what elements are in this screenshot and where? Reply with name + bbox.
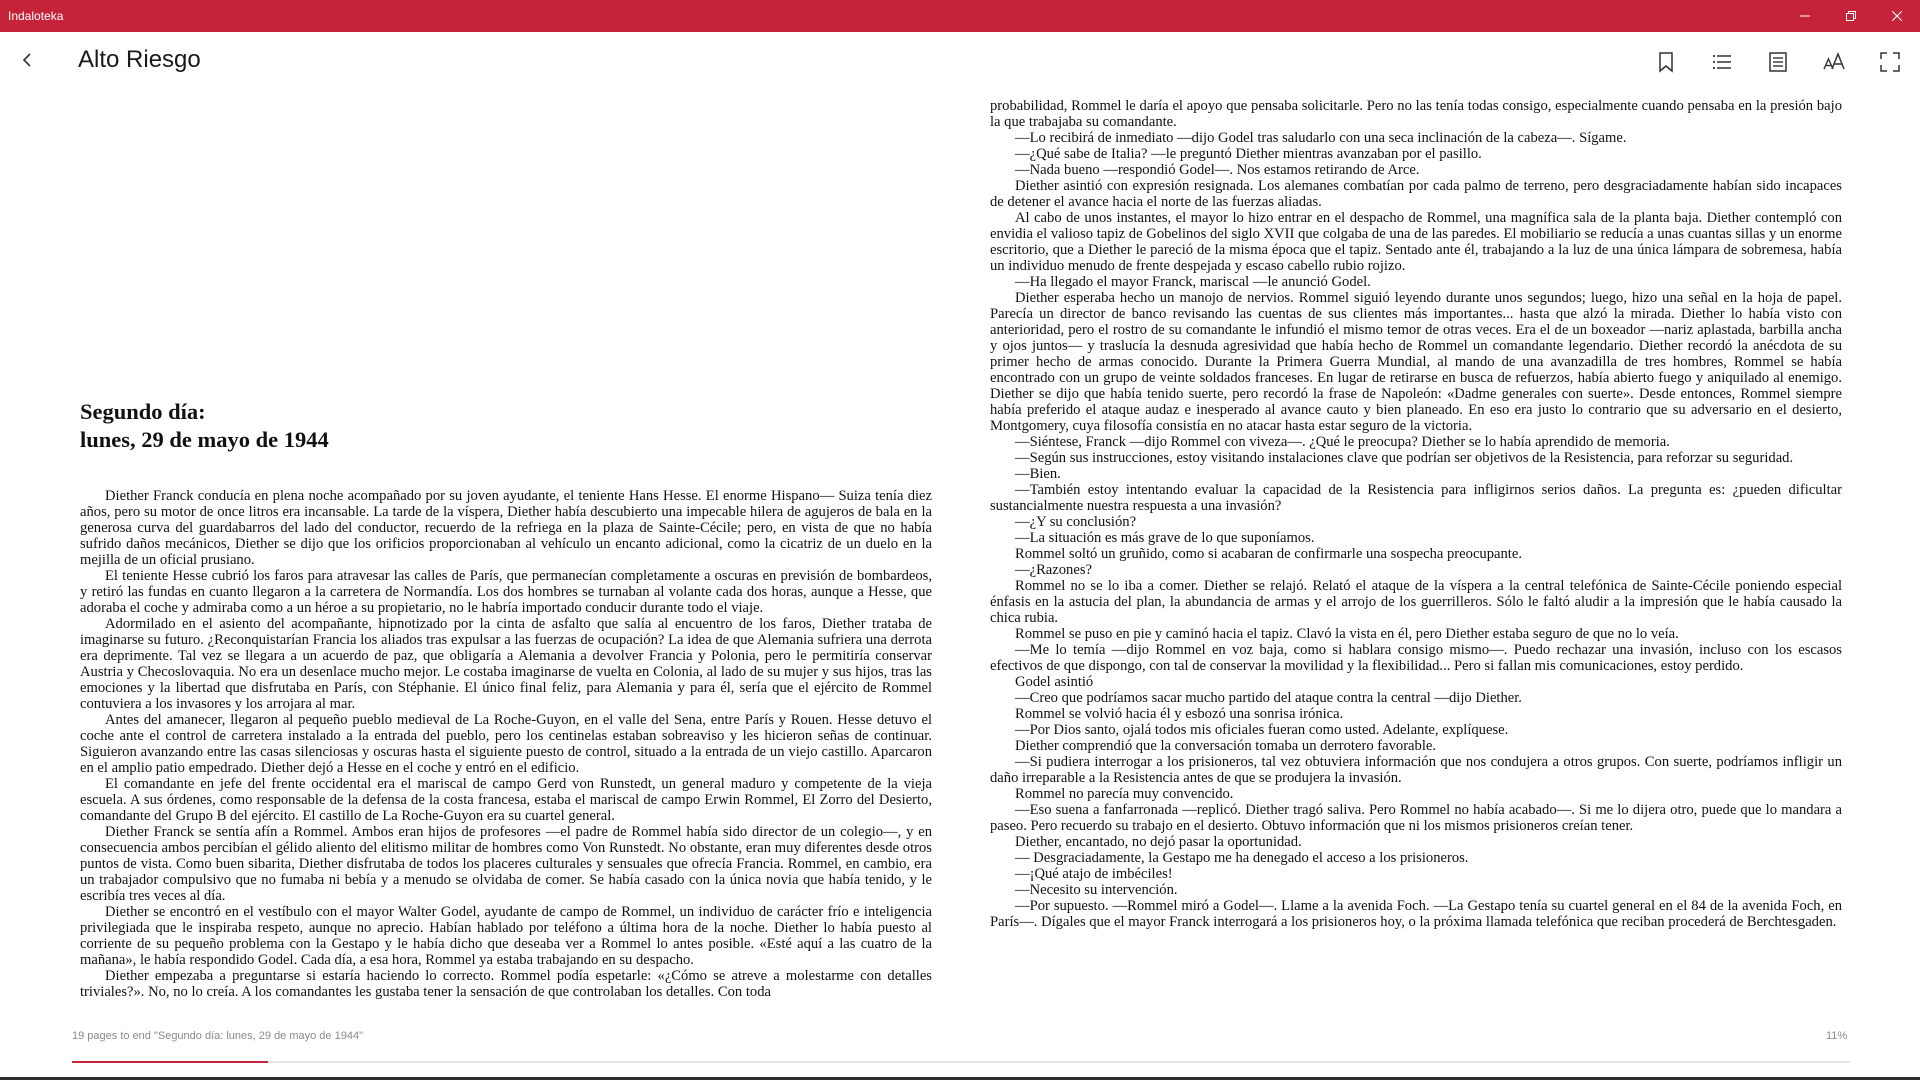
paragraph: probabilidad, Rommel le daría el apoyo que pensaba solicitarle. Pero no las tenía todas consigo, especialmente cuando pensaba en la presión bajo la que trabajaba su comandante.	[990, 98, 1842, 130]
paragraph: Rommel no parecía muy convencido.	[1015, 786, 1234, 802]
chapter-heading-line1: Segundo día:	[80, 399, 206, 424]
font-size-icon	[1823, 51, 1845, 73]
paragraph: Al cabo de unos instantes, el mayor lo hizo entrar en el despacho de Rommel, una magnífica sala de la planta baja. Diether contempló con envidia el valioso tapiz de Gobelinos del siglo XVII que colgaba de una de las paredes. El mobiliario se reducía a unas cuantas sillas y un enorme escritorio, que a Diether le pareció de la misma época que el tapiz. Sentado ante él, trabajando a la luz de una única lámpara de sobremesa, había un individuo menudo de frente despejada y escaso cabello rubio rojizo.	[990, 210, 1842, 274]
paragraph: —Si pudiera interrogar a los prisioneros, tal vez obtuviera información que nos condujera a otros grupos. Con suerte, podríamos infligir un daño irreparable a la Resistencia antes de que se produjera la invasión.	[990, 754, 1842, 786]
left-page	[80, 94, 932, 1018]
paragraph: —Lo recibirá de inmediato —dijo Godel tras saludarlo con una seca inclinación de la cabeza—. Sígame.	[1015, 130, 1627, 146]
paragraph: Rommel soltó un gruñido, como si acabaran de confirmarle una sospecha preocupante.	[1015, 546, 1522, 562]
paragraph: Diether comprendió que la conversación tomaba un derrotero favorable.	[1015, 738, 1437, 754]
paragraph: Adormilado en el asiento del acompañante, hipnotizado por la cinta de asfalto que salía al encuentro de los faros, Diether trataba de imaginarse su futuro. ¿Reconquistarían Francia los aliados tras expulsar a las fuerzas de ocupación? La idea de que Alemania sufriera una derrota era deprimente. Tal vez se llegara a un acuerdo de paz, que obligaría a Alemania a devolver Francia y Polonia, pero le permitiría conservar Austria y Checoslovaquia. No era un desenlace mucho mejor. Le costaba imaginarse de vuelta en Colonia, al lado de su mujer y sus hijos, tras las emociones y la libertad que disfrutaba en París, con Stéphanie. El único final feliz, para Alemania y para él, sería que el ejército de Rommel contuviera a los invasores y los arrojara al mar.	[80, 616, 932, 712]
paragraph: El teniente Hesse cubrió los faros para atravesar las calles de París, que permanecían completamente a oscuras en previsión de bombardeos, y retiró las fundas en cuanto llegaron a la carretera de Normandía. Los dos hombres se turnaban al volante cada dos horas, aunque a Hesse, que adoraba el coche y admiraba como a un héroe a su propietario, no le habría importado conducir durante todo el viaje.	[80, 568, 932, 616]
paragraph: Godel asintió	[1015, 674, 1094, 690]
reader-header	[0, 32, 1920, 92]
minimize-icon	[1800, 11, 1810, 21]
paragraph: —Por supuesto. —Rommel miró a Godel—. Llame a la avenida Foch. —La Gestapo tenía su cuartel general en el 84 de la avenida Foch, en París—. Dígales que el mayor Franck interrogará a los prisioneros hoy, o la próxima llamada telefónica que reciban procederá de Berchtesgaden.	[990, 898, 1842, 930]
close-button[interactable]	[1874, 0, 1920, 32]
contents-button[interactable]	[1706, 46, 1738, 78]
book-title: Alto Riesgo	[78, 46, 201, 73]
back-button[interactable]	[14, 46, 42, 74]
chapter-heading-line2: lunes, 29 de mayo de 1944	[80, 427, 329, 452]
back-arrow-icon	[21, 53, 35, 67]
reading-progress-fill	[72, 1061, 268, 1063]
paragraph: —Ha llegado el mayor Franck, mariscal —le anunció Godel.	[1015, 274, 1371, 290]
paragraph: —Según sus instrucciones, estoy visitando instalaciones clave que podrían ser objetivos de la Resistencia, para reforzar su seguridad.	[1015, 450, 1794, 466]
paragraph: —Por Dios santo, ojalá todos mis oficiales fueran como usted. Adelante, explíquese.	[1015, 722, 1509, 738]
paragraph: Diether se encontró en el vestíbulo con el mayor Walter Godel, ayudante de campo de Rommel, un individuo de carácter frío e inteligencia privilegiada que le inspiraba respeto, aunque no aprecio. Habían hablado por teléfono a última hora de la noche. Diether lo había puesto al corriente de su pequeño problema con la Gestapo y le había dicho que deseaba ver a Rommel lo antes posible. «Esté aquí a las cuatro de la mañana», le había respondido Godel. Cada día, a esa hora, Rommel ya estaba trabajando en su despacho.	[80, 904, 932, 968]
chapter-heading	[80, 398, 932, 454]
paragraph: Diether esperaba hecho un manojo de nervios. Rommel siguió leyendo durante unos segundos; luego, hizo una señal en la hoja de papel. Parecía un director de banco revisando las cuentas de sus clientes más importantes... hasta que alzó la mirada. Diether lo había visto con anterioridad, pero el rostro de su comandante le infundió el mismo temor de otras veces. Era el de un boxeador —nariz aplastada, barbilla ancha y ojos juntos— y traslucía la desnuda agresividad que había hecho de Rommel un comandante legendario. Diether recordó la anécdota de su primer hecho de armas conocido. Durante la Primera Guerra Mundial, al mando de una avanzadilla de tres hombres, Rommel se había encontrado con un grupo de veinte soldados franceses. En lugar de retirarse en busca de refuerzos, había abierto fuego y aniquilado al enemigo. Diether se dijo que había tenido suerte, pero recordó la frase de Napoleón: «Dadme generales con suerte». Desde entonces, Rommel siempre había preferido el ataque audaz e inesperado al avance cauto y bien planeado. En eso era justo lo contrario que su adversario en el desierto, Montgomery, cuya filosofía consistía en no atacar hasta estar seguro de la victoria.	[990, 290, 1842, 434]
fullscreen-button[interactable]	[1874, 46, 1906, 78]
paragraph: Diether empezaba a preguntarse si estaría haciendo lo correcto. Rommel podía espetarle: «¿Cómo se atreve a molestarme con detalles triviales?». No, no lo creía. A los comandantes les gustaba tener la sensación de que controlaban los detalles. Con toda	[80, 968, 932, 1000]
notes-button[interactable]	[1762, 46, 1794, 78]
fullscreen-icon	[1879, 51, 1901, 73]
right-page	[990, 98, 1842, 1018]
paragraph: Rommel se volvió hacia él y esbozó una sonrisa irónica.	[1015, 706, 1344, 722]
paragraph: Diether Franck se sentía afín a Rommel. Ambos eran hijos de profesores —el padre de Rommel había sido director de un colegio—, y en consecuencia ambos percibían el gélido aliento del elitismo militar de hombres como Von Runstedt. No obstante, eran muy diferentes desde otros puntos de vista. Como buen sibarita, Diether disfrutaba de todos los placeres culturales y sensuales que ofrecía Francia. Rommel, en cambio, era un trabajador compulsivo que no fumaba ni bebía y a menudo se olvidaba de comer. Se había casado con la única novia que había tenido, y le escribía tres veces al día.	[80, 824, 932, 904]
paragraph: Diether asintió con expresión resignada. Los alemanes combatían por cada palmo de terreno, pero desgraciadamente habían sido incapaces de detener el avance hacia el norte de las fuerzas aliadas.	[990, 178, 1842, 210]
paragraph: —¿Qué sabe de Italia? —le preguntó Diether mientras avanzaban por el pasillo.	[1015, 146, 1482, 162]
paragraph: Rommel se puso en pie y caminó hacia el tapiz. Clavó la vista en él, pero Diether estaba seguro de que no lo veía.	[1015, 626, 1679, 642]
left-page-text	[80, 488, 932, 1000]
paragraph: —¿Razones?	[1015, 562, 1092, 578]
paragraph: —Necesito su intervención.	[1015, 882, 1178, 898]
paragraph: Diether, encantado, no dejó pasar la oportunidad.	[1015, 834, 1302, 850]
paragraph: —Bien.	[1015, 466, 1061, 482]
bookmark-button[interactable]	[1650, 46, 1682, 78]
paragraph: —Nada bueno —respondió Godel—. Nos estamos retirando de Arce.	[1015, 162, 1420, 178]
reading-progress-bar[interactable]	[72, 1061, 1850, 1063]
contents-list-icon	[1711, 51, 1733, 73]
restore-icon	[1846, 11, 1856, 21]
paragraph: Antes del amanecer, llegaron al pequeño pueblo medieval de La Roche-Guyon, en el valle del Sena, entre París y Rouen. Hesse detuvo el coche ante el control de carretera instalado a la entrada del pueblo, pero los centinelas estaban sobreaviso y les hicieron señas de continuar. Siguieron avanzando entre las casas silenciosas y oscuras hasta el siguiente puesto de control, situado a la entrada de un viejo castillo. Aparcaron en el amplio patio empedrado. Diether dejó a Hesse en el coche y entró en el edificio.	[80, 712, 932, 776]
close-icon	[1892, 11, 1902, 21]
minimize-button[interactable]	[1782, 0, 1828, 32]
chapter-pages-remaining: 19 pages to end "Segundo día: lunes, 29 de mayo de 1944"	[72, 1030, 363, 1042]
font-size-button[interactable]	[1818, 46, 1850, 78]
paragraph: —¿Y su conclusión?	[1015, 514, 1137, 530]
paragraph: —Me lo temía —dijo Rommel en voz baja, como si hablara consigo mismo—. Puedo rechazar una invasión, incluso con los escasos efectivos de que dispongo, con tal de conservar la movilidad y la flexibilidad... Pero si fallan mis comunicaciones, estoy perdido.	[990, 642, 1842, 674]
paragraph: —Creo que podríamos sacar mucho partido del ataque contra la central —dijo Diether.	[1015, 690, 1522, 706]
paragraph: —Siéntese, Franck —dijo Rommel con viveza—. ¿Qué le preocupa? Diether se lo había aprendido de memoria.	[1015, 434, 1670, 450]
right-page-text	[990, 98, 1842, 930]
app-name: Indaloteka	[8, 9, 64, 23]
paragraph: —También estoy intentando evaluar la capacidad de la Resistencia para infligirnos serios daños. La pregunta es: ¿pueden dificultar sustancialmente nuestra respuesta a una invasión?	[990, 482, 1842, 514]
bookmark-icon	[1655, 51, 1677, 73]
paragraph: —La situación es más grave de lo que suponíamos.	[1015, 530, 1315, 546]
reading-progress-percent: 11%	[1826, 1030, 1848, 1042]
paragraph: —¡Qué atajo de imbéciles!	[1015, 866, 1173, 882]
window-titlebar	[0, 0, 1920, 32]
paragraph: El comandante en jefe del frente occidental era el mariscal de campo Gerd von Runstedt, un general maduro y competente de la vieja escuela. A sus órdenes, como responsable de la defensa de la costa francesa, estaba el mariscal de campo Erwin Rommel, El Zorro del Desierto, comandante del Grupo B del ejército. El castillo de La Roche-Guyon era su cuartel general.	[80, 776, 932, 824]
notes-icon	[1767, 51, 1789, 73]
restore-button[interactable]	[1828, 0, 1874, 32]
paragraph: Rommel no se lo iba a comer. Diether se relajó. Relató el ataque de la víspera a la central telefónica de Sainte-Cécile poniendo especial énfasis en la astucia del plan, la abundancia de armas y el arrojo de los guerrilleros. Sólo le faltó aludir a la impresión que le había causado la chica rubia.	[990, 578, 1842, 626]
paragraph: Diether Franck conducía en plena noche acompañado por su joven ayudante, el teniente Hans Hesse. El enorme Hispano— Suiza tenía diez años, pero su motor de once litros era incansable. La tarde de la víspera, Diether había descubierto una impecable hilera de agujeros de bala en la generosa curva del guardabarros del lado del conductor, recuerdo de la refriega en la plaza de Sainte-Cécile; pero, en vista de que no había sufrido daños mecánicos, Diether se dijo que los orificios proporcionaban al vehículo un encanto adicional, como la cicatriz de un duelo en la mejilla de un oficial prusiano.	[80, 488, 932, 568]
paragraph: — Desgraciadamente, la Gestapo me ha denegado el acceso a los prisioneros.	[1015, 850, 1469, 866]
paragraph: —Eso suena a fanfarronada —replicó. Diether tragó saliva. Pero Rommel no había acabado—. Si me lo dijera otro, puede que lo mandara a paseo. Pero recuerdo su trabajo en el desierto. Obtuvo información que ni los mismos prisioneros creían tener.	[990, 802, 1842, 834]
